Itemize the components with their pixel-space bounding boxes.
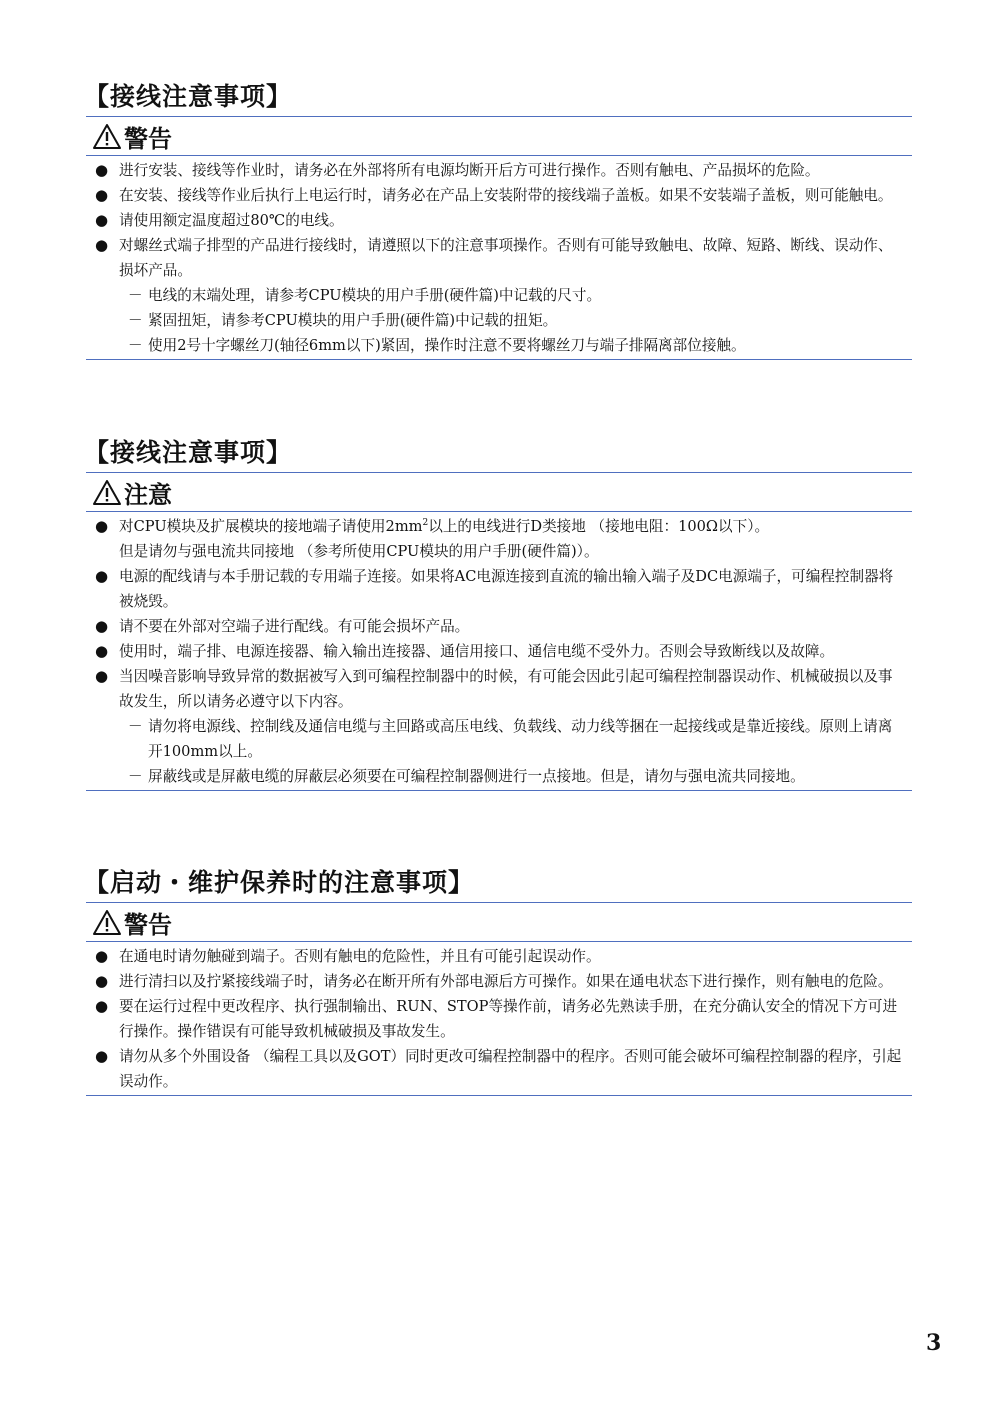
divider <box>86 511 912 512</box>
bullet: ● <box>95 517 109 535</box>
section-wiring-warning <box>86 82 912 360</box>
bullet: ● <box>95 947 109 965</box>
superscript: 2 <box>422 518 429 529</box>
item-list <box>86 158 912 358</box>
dash: － <box>128 718 143 735</box>
item-list <box>86 514 912 789</box>
sub-item-text: 紧固扭矩，请参考CPU模块的用户手册(硬件篇)中记载的扭矩。 <box>148 312 558 329</box>
sub-item <box>86 714 912 764</box>
item-text: 请不要在外部对空端子进行配线。有可能会损坏产品。 <box>119 618 470 635</box>
item-text: 以上的电线进行D类接地 （接地电阻：100Ω以下）。 <box>428 518 770 535</box>
page-number: 3 <box>926 1330 942 1356</box>
sub-item-text: 请勿将电源线、控制线及通信电缆与主回路或高压电线、负载线、动力线等捆在一起接线或是靠近接线。原则上请离开100mm以上。 <box>148 718 893 760</box>
sub-item <box>86 764 912 789</box>
sub-item-text: 使用2号十字螺丝刀(轴径6mm以下)紧固，操作时注意不要将螺丝刀与端子排隔离部位接触。 <box>148 337 746 354</box>
list-item <box>86 564 912 614</box>
list-item <box>86 514 912 564</box>
item-text: 请勿从多个外围设备 （编程工具以及GOT）同时更改可编程控制器中的程序。否则可能会破坏可编程控制器的程序，引起误动作。 <box>119 1048 902 1090</box>
warning-triangle-icon <box>92 479 122 506</box>
divider <box>86 1095 912 1096</box>
list-item <box>86 969 912 994</box>
bullet: ● <box>95 236 109 254</box>
section-title: 【接线注意事项】 <box>84 438 293 467</box>
caution-header <box>86 473 912 511</box>
caution-level: 注意 <box>124 480 172 509</box>
list-item <box>86 208 912 233</box>
divider <box>86 790 912 791</box>
list-item <box>86 994 912 1044</box>
list-item <box>86 944 912 969</box>
warning-triangle-icon <box>92 909 122 936</box>
bullet: ● <box>95 567 109 585</box>
list-item <box>86 639 912 664</box>
dash: － <box>128 337 143 354</box>
bullet: ● <box>95 972 109 990</box>
bullet: ● <box>95 997 109 1015</box>
warning-level: 警告 <box>124 910 172 939</box>
sub-item <box>86 283 912 308</box>
item-text: 请使用额定温度超过80℃的电线。 <box>119 212 344 229</box>
warning-triangle-icon <box>92 123 122 150</box>
list-item <box>86 664 912 714</box>
sub-item <box>86 333 912 358</box>
warning-header <box>86 903 912 941</box>
item-text: 当因噪音影响导致异常的数据被写入到可编程控制器中的时候，有可能会因此引起可编程控制器误动作、机械破损以及事故发生，所以请务必遵守以下内容。 <box>119 668 893 710</box>
section-startup-maintenance-warning <box>86 868 912 1096</box>
section-wiring-caution <box>86 438 912 791</box>
item-text: 进行清扫以及拧紧接线端子时，请务必在断开所有外部电源后方可操作。如果在通电状态下进行操作，则有触电的危险。 <box>119 973 893 990</box>
item-text: 对CPU模块及扩展模块的接地端子请使用2mm <box>119 518 423 535</box>
bullet: ● <box>95 642 109 660</box>
divider <box>86 941 912 942</box>
bullet: ● <box>95 667 109 685</box>
item-text: 使用时，端子排、电源连接器、输入输出连接器、通信用接口、通信电缆不受外力。否则会导致断线以及故障。 <box>119 643 835 660</box>
item-text: 在安装、接线等作业后执行上电运行时，请务必在产品上安装附带的接线端子盖板。如果不安装端子盖板，则可能触电。 <box>119 187 893 204</box>
bullet: ● <box>95 1047 109 1065</box>
divider <box>86 359 912 360</box>
bullet: ● <box>95 161 109 179</box>
list-item <box>86 233 912 283</box>
item-text: 进行安装、接线等作业时，请务必在外部将所有电源均断开后方可进行操作。否则有触电、产品损坏的危险。 <box>119 162 820 179</box>
divider <box>86 155 912 156</box>
list-item <box>86 1044 912 1094</box>
item-text: 要在运行过程中更改程序、执行强制输出、RUN、STOP等操作前，请务必先熟读手册，在充分确认安全的情况下方可进行操作。操作错误有可能导致机械破损及事故发生。 <box>119 998 898 1040</box>
section-title: 【接线注意事项】 <box>84 82 293 111</box>
warning-header <box>86 117 912 155</box>
item-text: 在通电时请勿触碰到端子。否则有触电的危险性，并且有可能引起误动作。 <box>119 948 601 965</box>
item-text: 对螺丝式端子排型的产品进行接线时，请遵照以下的注意事项操作。否则有可能导致触电、故障、短路、断线、误动作、损坏产品。 <box>119 237 893 279</box>
item-text: 但是请勿与强电流共同接地 （参考所使用CPU模块的用户手册(硬件篇)）。 <box>119 543 599 560</box>
section-title: 【启动・维护保养时的注意事项】 <box>84 868 475 897</box>
bullet: ● <box>95 186 109 204</box>
dash: － <box>128 312 143 329</box>
bullet: ● <box>95 617 109 635</box>
sub-item-text: 电线的末端处理，请参考CPU模块的用户手册(硬件篇)中记载的尺寸。 <box>148 287 602 304</box>
sub-item <box>86 308 912 333</box>
item-text: 电源的配线请与本手册记载的专用端子连接。如果将AC电源连接到直流的输出输入端子及DC电源端子，可编程控制器将被烧毁。 <box>119 568 894 610</box>
warning-level: 警告 <box>124 124 172 153</box>
dash: － <box>128 768 143 785</box>
list-item <box>86 183 912 208</box>
sub-item-text: 屏蔽线或是屏蔽电缆的屏蔽层必须要在可编程控制器侧进行一点接地。但是，请勿与强电流共同接地。 <box>148 768 805 785</box>
list-item <box>86 158 912 183</box>
list-item <box>86 614 912 639</box>
dash: － <box>128 287 143 304</box>
item-list <box>86 944 912 1094</box>
bullet: ● <box>95 211 109 229</box>
